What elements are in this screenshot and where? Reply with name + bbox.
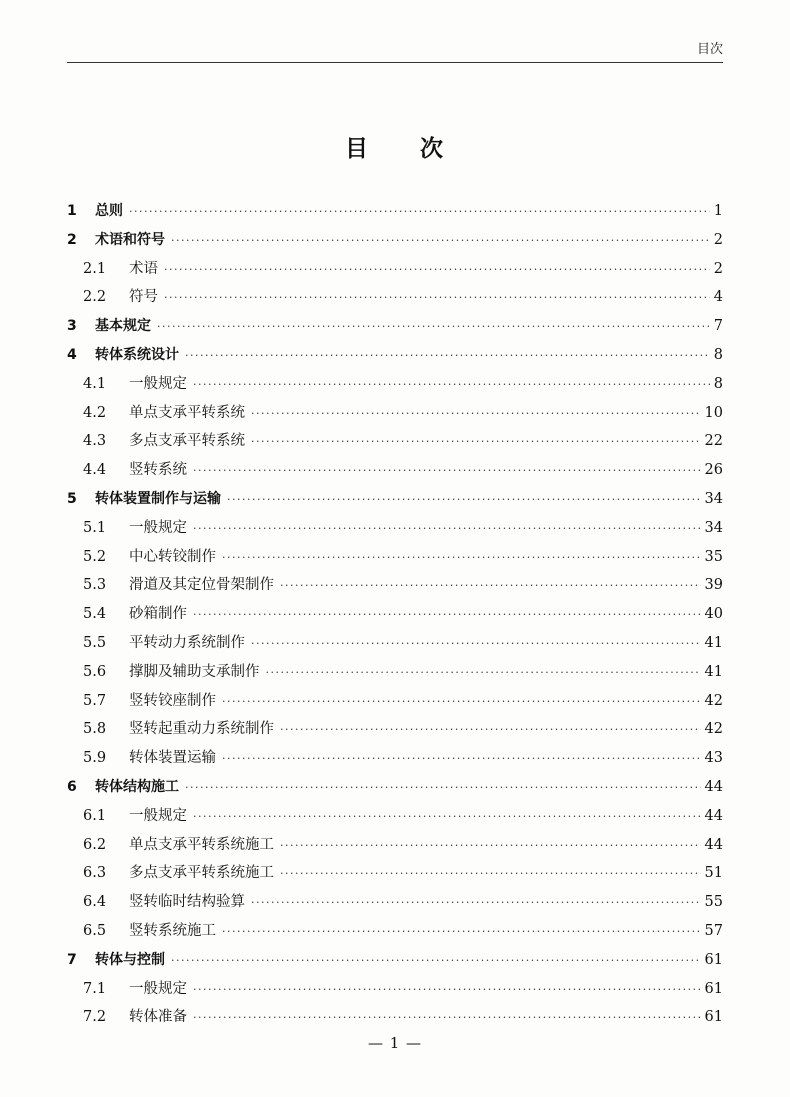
toc-entry-page: 8 [713,375,723,392]
toc-entry-title: 竖转起重动力系统制作 [129,721,274,738]
toc-entry-number: 7.2 [83,1009,107,1026]
toc-entry-page: 44 [704,836,723,853]
toc-entry-number: 1 [67,203,77,219]
toc-entry-title: 术语和符号 [95,231,165,248]
dot-leader [171,227,710,256]
toc-entry-title: 多点支承平转系统施工 [129,865,274,882]
toc-entry-title: 总则 [95,203,123,219]
toc-entry-title: 转体准备 [129,1009,187,1026]
dot-leader [185,342,710,371]
page-number: — 1 — [367,1034,423,1052]
toc-section-entry[interactable] [67,1003,723,1032]
toc-entry-number: 5.2 [83,548,107,565]
toc-entry-page: 4 [713,289,723,306]
toc-entry-page: 44 [704,778,723,795]
page-title-part-1: 目 [345,136,370,162]
toc-entry-title: 一般规定 [129,980,187,997]
toc-chapter-entry[interactable] [67,946,723,975]
toc-entry-title: 转体装置制作与运输 [95,490,221,507]
toc-entry-title: 竖转铰座制作 [129,692,216,709]
dot-leader [280,716,701,745]
toc-entry-title: 竖转临时结构验算 [129,894,245,911]
toc-entry-number: 4.1 [83,375,107,392]
toc-entry-page: 34 [704,490,723,507]
dot-leader [193,803,701,832]
toc-section-entry[interactable] [67,514,723,543]
toc-entry-title: 多点支承平转系统 [129,433,245,450]
toc-section-entry[interactable] [67,744,723,773]
toc-entry-page: 61 [704,980,723,997]
toc-entry-number: 5.6 [83,663,107,680]
toc-entry-number: 5.3 [83,577,107,594]
toc-entry-title: 滑道及其定位骨架制作 [129,577,274,594]
toc-entry-title: 符号 [129,289,158,306]
dot-leader [129,198,710,227]
toc-entry-page: 40 [704,606,723,623]
toc-section-entry[interactable] [67,715,723,744]
toc-entry-page: 7 [713,318,723,335]
toc-entry-number: 4.4 [83,462,107,479]
toc-entry-number: 5 [67,490,77,507]
toc-entry-title: 单点支承平转系统 [129,404,245,421]
toc-section-entry[interactable] [67,427,723,456]
dot-leader [193,1004,701,1033]
dot-leader [280,860,701,889]
header-rule [67,62,723,63]
dot-leader [227,486,701,515]
toc-chapter-entry[interactable] [67,485,723,514]
toc-section-entry[interactable] [67,456,723,485]
toc-entry-number: 5.5 [83,634,107,651]
toc-entry-number: 5.7 [83,692,107,709]
dot-leader [193,371,710,400]
toc-entry-page: 10 [704,404,723,421]
dot-leader [251,400,701,429]
toc-entry-page: 1 [713,203,723,219]
toc-entry-number: 6.5 [83,922,107,939]
toc-chapter-entry[interactable] [67,341,723,370]
toc-entry-number: 2.1 [83,260,107,277]
toc-section-entry[interactable] [67,917,723,946]
dot-leader [193,976,701,1005]
toc-entry-number: 6.3 [83,865,107,882]
dot-leader [251,630,701,659]
toc-entry-title: 撑脚及辅助支承制作 [129,663,260,680]
toc-entry-number: 5.4 [83,606,107,623]
dot-leader [185,774,701,803]
toc-entry-title: 竖转系统 [129,462,187,479]
dot-leader [193,601,701,630]
toc-entry-page: 42 [704,721,723,738]
toc-entry-page: 55 [704,894,723,911]
toc-entry-number: 6.4 [83,894,107,911]
toc-section-entry[interactable] [67,255,723,284]
toc-section-entry[interactable] [67,399,723,428]
toc-section-entry[interactable] [67,831,723,860]
dot-leader [222,745,701,774]
dot-leader [171,947,701,976]
toc-entry-number: 2.2 [83,289,107,306]
dot-leader [251,428,701,457]
toc-entry-title: 平转动力系统制作 [129,634,245,651]
toc-chapter-entry[interactable] [67,197,723,226]
toc-entry-title: 一般规定 [129,519,187,536]
toc-entry-title: 转体装置运输 [129,750,216,767]
toc-entry-page: 8 [713,346,723,363]
toc-section-entry[interactable] [67,975,723,1004]
page-title-part-2: 次 [420,136,445,162]
running-header-title: 目次 [696,42,723,57]
toc-section-entry[interactable] [67,629,723,658]
toc-entry-number: 5.8 [83,721,107,738]
toc-entry-page: 44 [704,807,723,824]
toc-entry-title: 中心转铰制作 [129,548,216,565]
toc-entry-page: 2 [713,260,723,277]
toc-entry-title: 单点支承平转系统施工 [129,836,274,853]
toc-entry-title: 转体结构施工 [95,778,179,795]
table-of-contents [67,197,723,1032]
toc-entry-page: 39 [704,577,723,594]
toc-chapter-entry[interactable] [67,773,723,802]
toc-section-entry[interactable] [67,888,723,917]
toc-entry-number: 2 [67,231,77,248]
toc-entry-number: 6.2 [83,836,107,853]
toc-section-entry[interactable] [67,571,723,600]
dot-leader [164,284,710,313]
toc-entry-title: 转体与控制 [95,951,165,968]
toc-entry-title: 基本规定 [95,318,151,335]
toc-entry-page: 26 [704,462,723,479]
toc-entry-title: 术语 [129,260,158,277]
toc-entry-page: 35 [704,548,723,565]
dot-leader [280,832,701,861]
dot-leader [157,313,710,342]
toc-section-entry[interactable] [67,370,723,399]
toc-entry-number: 6 [67,778,77,795]
toc-entry-page: 61 [704,951,723,968]
toc-section-entry[interactable] [67,859,723,888]
toc-entry-page: 2 [713,231,723,248]
dot-leader [222,688,701,717]
toc-entry-page: 22 [704,433,723,450]
toc-entry-page: 57 [704,922,723,939]
toc-entry-page: 41 [704,634,723,651]
toc-entry-page: 51 [704,865,723,882]
toc-entry-number: 4.3 [83,433,107,450]
toc-section-entry[interactable] [67,283,723,312]
dot-leader [251,889,701,918]
toc-entry-page: 43 [704,750,723,767]
toc-entry-title: 竖转系统施工 [129,922,216,939]
toc-entry-number: 3 [67,318,77,335]
toc-entry-page: 41 [704,663,723,680]
toc-entry-title: 砂箱制作 [129,606,187,623]
toc-entry-title: 一般规定 [129,807,187,824]
toc-section-entry[interactable] [67,658,723,687]
toc-section-entry[interactable] [67,543,723,572]
toc-entry-number: 5.9 [83,750,107,767]
toc-entry-number: 4.2 [83,404,107,421]
dot-leader [222,544,701,573]
toc-chapter-entry[interactable] [67,226,723,255]
toc-section-entry[interactable] [67,687,723,716]
toc-entry-title: 一般规定 [129,375,187,392]
toc-chapter-entry[interactable] [67,312,723,341]
toc-entry-number: 7 [67,951,77,968]
dot-leader [193,457,701,486]
toc-entry-page: 42 [704,692,723,709]
toc-entry-number: 6.1 [83,807,107,824]
dot-leader [280,572,701,601]
dot-leader [164,256,710,285]
toc-entry-page: 61 [704,1009,723,1026]
dot-leader [266,659,701,688]
toc-entry-title: 转体系统设计 [95,346,179,363]
dot-leader [222,918,701,947]
toc-section-entry[interactable] [67,600,723,629]
page-title [0,130,790,163]
toc-entry-page: 34 [704,519,723,536]
toc-entry-number: 7.1 [83,980,107,997]
toc-entry-number: 5.1 [83,519,107,536]
toc-entry-number: 4 [67,346,77,363]
toc-section-entry[interactable] [67,802,723,831]
dot-leader [193,515,701,544]
